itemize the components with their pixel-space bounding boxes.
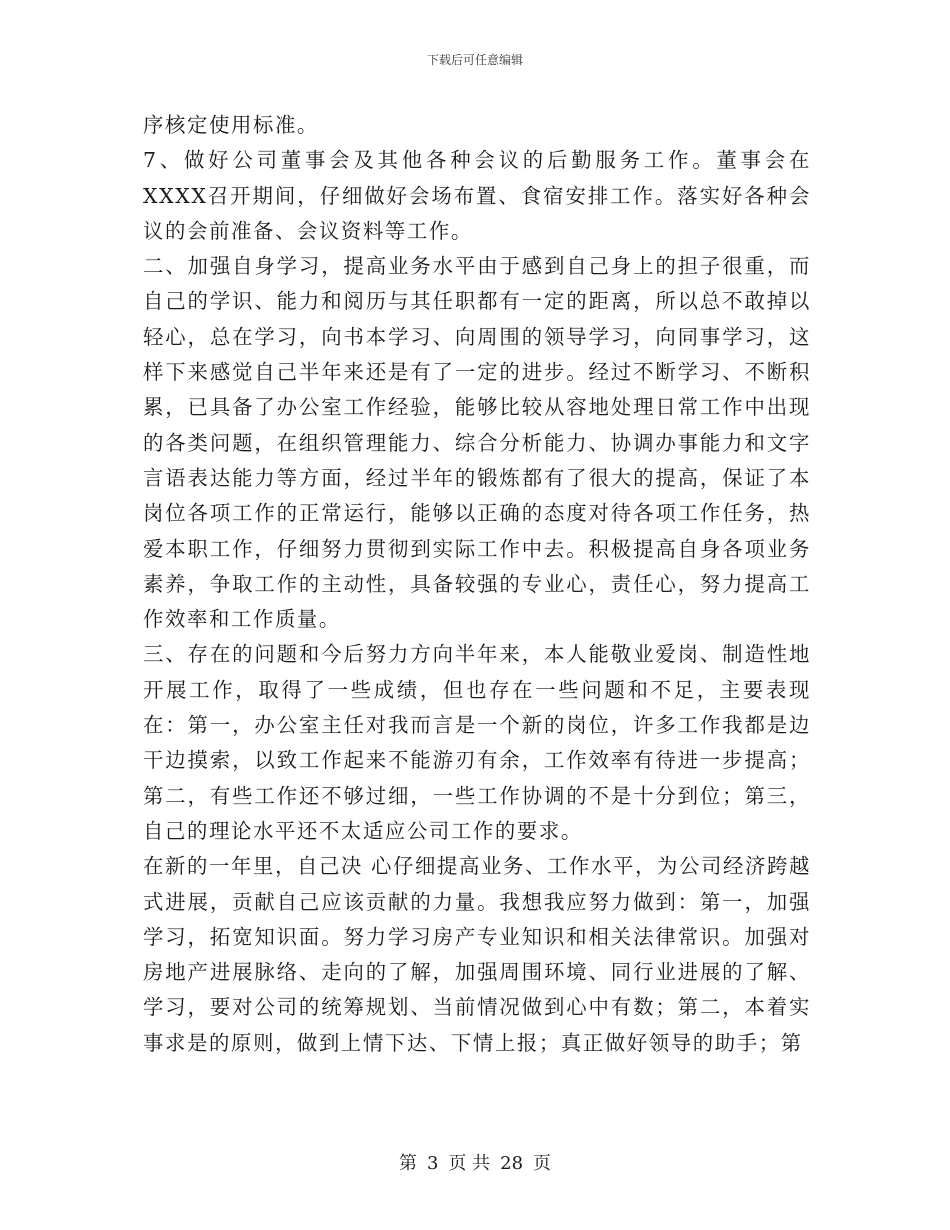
footer-middle: 页 共 xyxy=(448,1153,491,1174)
footer-current-page: 3 xyxy=(426,1153,439,1174)
footer-total-pages: 28 xyxy=(500,1153,524,1174)
page-number-footer xyxy=(0,1152,950,1176)
paragraph: 在新的一年里，自己决 心仔细提高业务、工作水平，为公司经济跨越式进展，贡献自己应该贡献的力量。我想我应努力做到：第一，加强学习，拓宽知识面。努力学习房产专业知识和相关法律常识。加强对房地产进展脉络、走向的了解，加强周围环境、同行业进展的了解、学习，要对公司的统筹规划、当前情况做到心中有数；第二，本着实事求是的原则，做到上情下达、下情上报；真正做好领导的助手；第 xyxy=(143,854,811,1055)
paragraph: 三、存在的问题和今后努力方向半年来，本人能敬业爱岗、制造性地开展工作，取得了一些成绩，但也存在一些问题和不足，主要表现在：第一，办公室主任对我而言是一个新的岗位，许多工作我都是边干边摸索，以致工作起来不能游刃有余，工作效率有待进一步提高；第二，有些工作还不够过细，一些工作协调的不是十分到位；第三，自己的理论水平还不太适应公司工作的要求。 xyxy=(143,642,811,843)
paragraph: 7、做好公司董事会及其他各种会议的后勤服务工作。董事会在XXXX召开期间，仔细做好会场布置、食宿安排工作。落实好各种会议的会前准备、会议资料等工作。 xyxy=(143,148,811,243)
paragraph: 二、加强自身学习，提高业务水平由于感到自己身上的担子很重，而自己的学识、能力和阅历与其任职都有一定的距离，所以总不敢掉以轻心，总在学习，向书本学习、向周围的领导学习，向同事学习，这样下来感觉自己半年来还是有了一定的进步。经过不断学习、不断积累，已具备了办公室工作经验，能够比较从容地处理日常工作中出现的各类问题，在组织管理能力、综合分析能力、协调办事能力和文字言语表达能力等方面，经过半年的锻炼都有了很大的提高，保证了本岗位各项工作的正常运行，能够以正确的态度对待各项工作任务，热爱本职工作，仔细努力贯彻到实际工作中去。积极提高自身各项业务素养，争取工作的主动性，具备较强的专业心，责任心，努力提高工作效率和工作质量。 xyxy=(143,254,811,632)
footer-suffix: 页 xyxy=(533,1153,552,1174)
document-body xyxy=(143,108,811,1061)
footer-prefix: 第 xyxy=(398,1153,417,1174)
paragraph: 序核定使用标准。 xyxy=(143,113,319,137)
header-note: 下载后可任意编辑 xyxy=(426,53,523,67)
